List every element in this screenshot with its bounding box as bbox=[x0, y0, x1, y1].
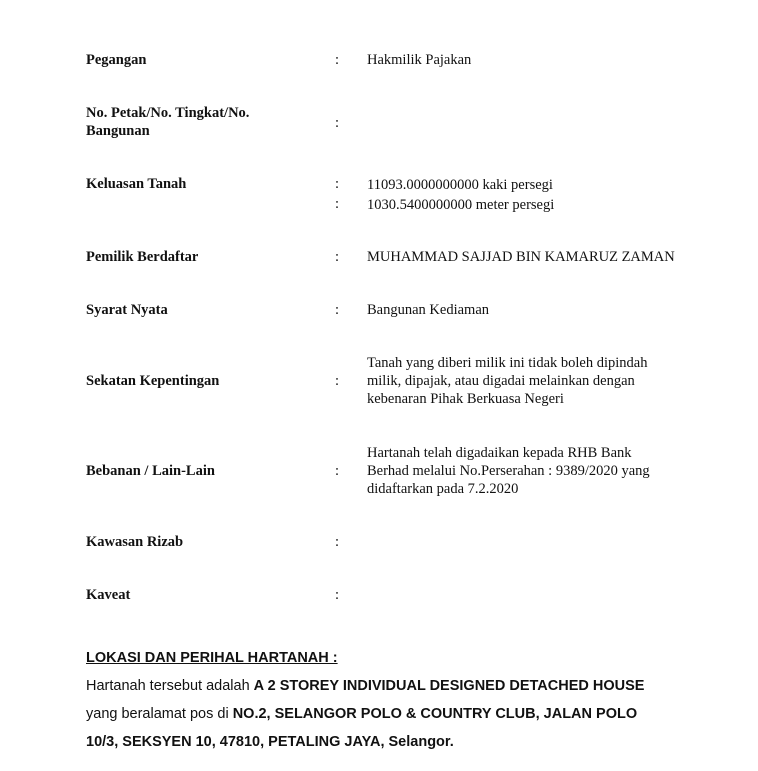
field-colon: : bbox=[335, 534, 340, 550]
section-bold-text: 10/3, SEKSYEN 10, 47810, PETALING JAYA, Selangor. bbox=[86, 734, 454, 750]
field-value-line: kebenaran Pihak Berkuasa Negeri bbox=[367, 391, 564, 407]
section-bold-text: NO.2, SELANGOR POLO & COUNTRY CLUB, JALAN POLO bbox=[232, 706, 638, 722]
section-line bbox=[86, 672, 726, 700]
field-label: Bebanan / Lain-Lain bbox=[86, 463, 215, 479]
field-colon: : bbox=[335, 52, 340, 68]
field-value-line: Tanah yang diberi milik ini tidak boleh dipindah bbox=[367, 355, 648, 371]
field-label: Kaveat bbox=[86, 587, 131, 603]
field-value-line: Berhad melalui No.Perserahan : 9389/2020 yang bbox=[367, 463, 650, 479]
field-value-line: milik, dipajak, atau digadai melainkan dengan bbox=[367, 373, 635, 389]
field-label: Kawasan Rizab bbox=[86, 534, 184, 550]
field-value bbox=[367, 175, 737, 215]
section-title: LOKASI DAN PERIHAL HARTANAH : bbox=[86, 650, 338, 666]
field-value-line: didaftarkan pada 7.2.2020 bbox=[367, 481, 519, 497]
field-value bbox=[367, 354, 737, 408]
field-value-line: 1030.5400000000 meter persegi bbox=[367, 197, 555, 213]
field-label: Syarat Nyata bbox=[86, 302, 168, 318]
field-colon: : bbox=[335, 373, 340, 389]
field-colon: : bbox=[335, 463, 340, 479]
field-value-line: 11093.0000000000 kaki persegi bbox=[367, 177, 553, 193]
field-colon: : bbox=[335, 587, 340, 603]
field-value: MUHAMMAD SAJJAD BIN KAMARUZ ZAMAN bbox=[367, 249, 675, 265]
field-label-line: No. Petak/No. Tingkat/No. bbox=[86, 105, 250, 121]
field-colon: : bbox=[335, 249, 340, 265]
field-label: Pegangan bbox=[86, 52, 147, 68]
field-label bbox=[86, 104, 316, 140]
field-label-line: Bangunan bbox=[86, 123, 150, 139]
field-value-line: Hartanah telah digadaikan kepada RHB Bank bbox=[367, 445, 632, 461]
section-text: Hartanah tersebut adalah bbox=[86, 678, 254, 694]
section-line bbox=[86, 728, 726, 756]
field-value: Hakmilik Pajakan bbox=[367, 52, 472, 68]
section-line bbox=[86, 700, 726, 728]
field-colon: : bbox=[335, 176, 340, 192]
field-value: Bangunan Kediaman bbox=[367, 302, 490, 318]
lokasi-section bbox=[86, 644, 726, 756]
field-label: Sekatan Kepentingan bbox=[86, 373, 220, 389]
section-bold-text: A 2 STOREY INDIVIDUAL DESIGNED DETACHED HOUSE bbox=[253, 678, 645, 694]
field-colon: : bbox=[335, 115, 340, 131]
field-label: Pemilik Berdaftar bbox=[86, 249, 199, 265]
field-colon: : bbox=[335, 302, 340, 318]
field-label: Keluasan Tanah bbox=[86, 176, 187, 192]
field-colon: : bbox=[335, 196, 340, 212]
field-value bbox=[367, 444, 737, 498]
section-text: yang beralamat pos di bbox=[86, 706, 233, 722]
